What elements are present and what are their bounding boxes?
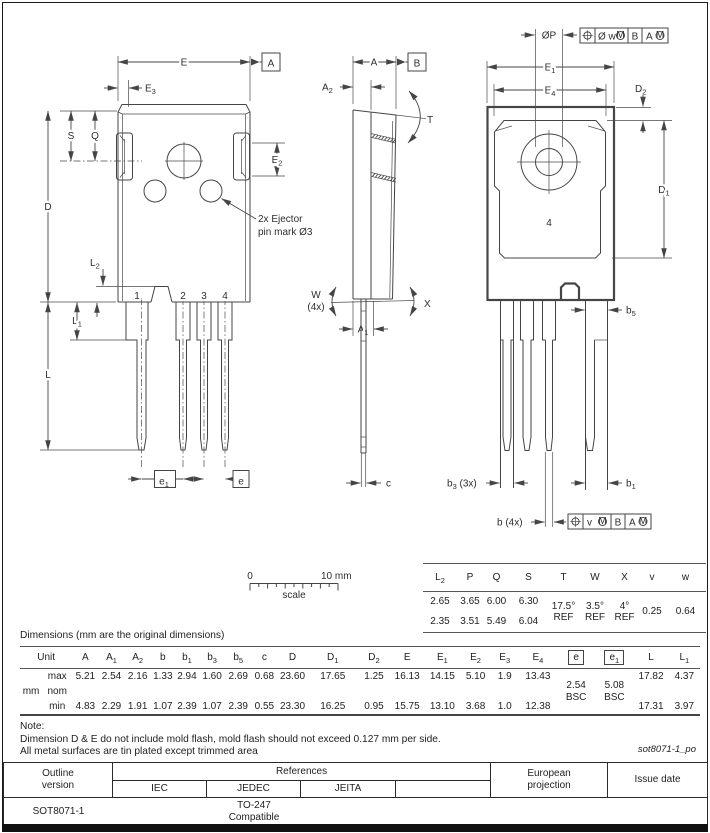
fcf-top-tolerance: Ø w: [598, 31, 616, 43]
dim-E2: [252, 143, 285, 176]
dim-label-D2: $D_2$: [635, 84, 647, 97]
aux-col-header: Q: [483, 564, 510, 592]
dim-col-header: $E_1$: [424, 647, 460, 669]
footer-data-row: [4, 798, 708, 826]
dim-label-E: E: [180, 57, 188, 69]
scale-bar: [247, 571, 351, 601]
dim-b5: [571, 306, 636, 319]
dim-min-value: 15.75: [394, 700, 420, 712]
scale-ten-label: 10 mm: [321, 571, 352, 582]
dim-nom-value: [308, 684, 358, 699]
ref-empty-header: [396, 781, 491, 798]
dim-b1: [571, 479, 636, 492]
dim-max-value: 4.37: [674, 670, 695, 682]
dim-col-header: c: [251, 647, 277, 669]
fcf-bottom-datum2: A: [629, 517, 636, 529]
dim-max-value: 2.54: [101, 670, 122, 682]
dim-max-value: 16.13: [394, 670, 420, 682]
dim-label-A1: $A_1$: [357, 324, 369, 337]
dim-col-header: $L_1$: [669, 647, 700, 669]
aux-col-header: T: [547, 564, 580, 592]
pin-number-4: 4: [222, 291, 228, 302]
dim-max-value: 2.69: [228, 670, 248, 682]
dim-label-E3: $E_3$: [145, 83, 156, 96]
aux-max-value: 6.00: [486, 596, 507, 608]
ref-iec-header: IEC: [113, 781, 207, 798]
dim-col-header: e: [557, 647, 595, 669]
dim-D: [40, 111, 116, 302]
back-view: [447, 28, 672, 529]
aux-col-header: v: [639, 564, 665, 592]
dim-label-b: b (4x): [497, 517, 523, 529]
dim-c: [346, 479, 391, 490]
back-bottom-notch: [561, 284, 579, 301]
dim-min-value: 0.95: [364, 700, 384, 712]
dim-nom-value: [669, 684, 700, 699]
dim-col-header: $b_1$: [175, 647, 199, 669]
datum-b-label: B: [413, 58, 421, 70]
dim-col-header: D: [277, 647, 307, 669]
ejector-pin-mark-left: [144, 180, 166, 202]
dim-nom-value: [277, 684, 307, 699]
bottom-notch: [151, 287, 172, 303]
dim-label-A2: $A_2$: [322, 82, 333, 95]
front-view: [40, 53, 313, 489]
unit-header: Unit: [20, 647, 72, 669]
dim-min-value: 1.91: [127, 700, 148, 712]
dim-min-value: 4.83: [75, 700, 96, 712]
dim-col-header: $D_2$: [358, 647, 390, 669]
dim-min-value: 3.97: [674, 700, 695, 712]
dim-min-value: 2.29: [101, 700, 122, 712]
dim-label-c: c: [386, 478, 391, 490]
dim-nom-value: [519, 684, 557, 699]
dim-label-X: X: [424, 299, 431, 310]
dim-max-value: 1.60: [202, 670, 222, 682]
dim-min-value: 1.0: [497, 700, 512, 712]
aux-col-header: S: [510, 564, 547, 592]
dim-bsc-value: 5.08 BSC: [604, 680, 625, 703]
dim-max-value: 1.9: [497, 670, 512, 682]
side-view: [307, 53, 433, 490]
aux-min-value: 6.04: [518, 616, 539, 628]
dim-max-value: 1.33: [153, 670, 173, 682]
dim-min-value: 0.55: [254, 700, 275, 712]
dim-nom-value: [358, 684, 390, 699]
dim-E4: [494, 84, 606, 116]
dim-nom-value: [151, 684, 175, 699]
dim-L1: [70, 303, 126, 341]
dim-nom-value: [251, 684, 277, 699]
dim-min-value: 16.25: [320, 700, 346, 712]
dim-nom-value: [98, 684, 124, 699]
dim-nom-value: [225, 684, 251, 699]
fcf-bottom-tolerance: v: [587, 517, 592, 529]
dim-col-header: A: [72, 647, 98, 669]
jedec-value: TO-247 Compatible: [228, 800, 280, 823]
pin-number-3: 3: [201, 291, 207, 302]
dim-col-header: $b_3$: [199, 647, 225, 669]
dim-col-header: $A_1$: [98, 647, 124, 669]
dim-max-value: 0.68: [254, 670, 275, 682]
dim-max-value: 1.25: [364, 670, 384, 682]
dim-S: [68, 111, 75, 161]
dim-label-E2: $E_2$: [271, 155, 283, 168]
mmc-modifier-icon: [656, 30, 664, 41]
ejector-note: [222, 199, 313, 239]
dim-nom-value: [199, 684, 225, 699]
dim-A1: [339, 301, 388, 337]
footer-table: [3, 762, 708, 826]
aux-max-value: 2.65: [430, 596, 450, 608]
dim-min-value: 13.10: [429, 700, 455, 712]
main-dimension-table: [20, 646, 700, 716]
dim-E3: [104, 80, 156, 107]
mmc-modifier-icon: [598, 516, 606, 527]
dim-col-header: b: [151, 647, 175, 669]
ejector-pin-mark-right: [200, 180, 222, 202]
dim-label-b5: $b_5$: [626, 305, 636, 318]
dim-col-header: L: [633, 647, 668, 669]
dim-max-value: 5.10: [465, 670, 486, 682]
note-line: All metal surfaces are tin plated except trimmed area: [20, 746, 258, 758]
issue-date-header: Issue date: [608, 763, 708, 798]
references-header: References: [113, 763, 491, 781]
pin-1: [126, 302, 148, 450]
dim-max-value: 14.15: [429, 670, 455, 682]
note-line: Dimension D & E do not include mold flash, mold flash should not exceed 0.127 mm per side.: [20, 733, 441, 745]
dim-max-value: 17.82: [638, 670, 664, 682]
dim-min-value: 23.30: [280, 700, 306, 712]
dim-max-value: 17.65: [320, 670, 346, 682]
aux-max-value: 3.65: [460, 596, 480, 608]
dim-nom-value: [460, 684, 490, 699]
ejector-note-line1: 2x Ejector: [258, 214, 303, 225]
aux-value: 4° REF: [614, 600, 635, 623]
dim-label-E1: $E_1$: [544, 62, 556, 75]
aux-col-header: w: [665, 564, 706, 592]
dim-min-value: 2.39: [177, 700, 197, 712]
dim-label-W: W: [311, 290, 321, 301]
mmc-modifier-icon: [639, 516, 647, 527]
dim-label-b1: $b_1$: [626, 478, 636, 491]
dim-max-value: 2.94: [177, 670, 197, 682]
aux-dimension-table: [423, 563, 706, 633]
dim-col-header: $E_3$: [491, 647, 519, 669]
dim-b: [497, 518, 566, 529]
aux-min-value: 3.51: [460, 616, 480, 628]
aux-col-header: $L_2$: [423, 564, 457, 592]
pin-number-1: 1: [134, 291, 140, 302]
dim-label-b3: $b_3$ (3x): [447, 478, 477, 491]
dim-col-header: $e_1$: [595, 647, 633, 669]
ref-jeita-header: JEITA: [301, 781, 396, 798]
aux-min-value: 2.35: [430, 616, 450, 628]
dim-nom-value: [424, 684, 460, 699]
unit-value: mm: [22, 685, 40, 697]
dim-label-D1: $D_1$: [658, 185, 670, 198]
dim-Q: [91, 111, 99, 161]
dim-label-E4: $E_4$: [544, 85, 556, 98]
drawing-code: sot8071-1_po: [637, 744, 696, 755]
outline-version-header: Outline version: [4, 763, 113, 798]
footer-black-bar: [2, 824, 708, 832]
dim-D1: [612, 121, 672, 259]
aux-value: 0.64: [675, 606, 696, 618]
dim-A: [353, 58, 396, 69]
dim-min-value: 17.31: [638, 700, 664, 712]
ref-jedec-header: JEDEC: [207, 781, 301, 798]
dim-label-L2: $L_2$: [90, 258, 100, 271]
dim-label-OP: ØP: [541, 30, 557, 42]
dim-max-value: 2.16: [127, 670, 148, 682]
dim-E: [118, 56, 250, 101]
dim-label-L1: $L_1$: [72, 316, 82, 329]
fcf-top-datum2: A: [646, 31, 653, 43]
svg-text:M: M: [598, 516, 607, 527]
dim-min-value: 1.07: [202, 700, 222, 712]
aux-col-header: W: [580, 564, 610, 592]
dim-min-value: 2.39: [228, 700, 248, 712]
dim-nom-value: [125, 684, 151, 699]
datum-b-flag: [397, 53, 426, 71]
dim-nom-value: [633, 684, 668, 699]
dim-col-header: E: [390, 647, 424, 669]
scale-zero-label: 0: [247, 571, 253, 582]
svg-text:M: M: [616, 30, 625, 41]
dim-label-S: S: [67, 131, 75, 142]
aux-value: 3.5° REF: [585, 600, 605, 623]
dim-nom-value: [72, 684, 98, 699]
dim-bsc-value: 2.54 BSC: [565, 680, 587, 703]
dim-max-value: 5.21: [75, 670, 96, 682]
dim-e1: [128, 471, 196, 490]
note-title: Note:: [20, 721, 45, 732]
dim-L: [40, 303, 140, 451]
dim-label-A: A: [370, 57, 378, 69]
row-label: nom: [47, 685, 67, 697]
fcf-bottom-datum1: B: [614, 517, 622, 529]
datum-a-label: A: [267, 58, 275, 70]
dim-label-e: e: [238, 476, 244, 488]
dim-nom-value: [175, 684, 199, 699]
dim-min-value: 12.38: [525, 700, 551, 712]
dim-label-D: D: [44, 202, 52, 213]
back-leads: [501, 300, 608, 527]
aux-max-value: 6.30: [518, 596, 539, 608]
ejector-note-line2: pin mark Ø3: [258, 227, 313, 238]
dim-min-value: 1.07: [153, 700, 173, 712]
dim-label-Q: Q: [91, 131, 99, 142]
mmc-modifier-icon: [616, 30, 624, 41]
svg-text:M: M: [638, 516, 648, 527]
dim-b3: [447, 479, 528, 492]
aux-col-header: P: [457, 564, 483, 592]
dim-max-value: 23.60: [280, 670, 306, 682]
dim-col-header: $D_1$: [308, 647, 358, 669]
dim-col-header: $E_2$: [460, 647, 490, 669]
tab-pin-number: 4: [546, 218, 552, 229]
aux-value: 0.25: [642, 606, 662, 618]
scale-caption: scale: [282, 590, 306, 601]
dim-X: [410, 287, 431, 316]
svg-text:M: M: [655, 30, 665, 41]
row-label: min: [49, 700, 66, 712]
dim-W: [307, 287, 336, 316]
row-label: max: [47, 670, 67, 682]
aux-value: 17.5° REF: [551, 600, 576, 623]
dim-col-header: $E_4$: [519, 647, 557, 669]
back-body-outline: [488, 107, 615, 300]
note-block: [20, 721, 441, 759]
feature-control-frame-bottom: [568, 514, 651, 529]
dim-e: [191, 471, 250, 488]
dim-col-header: $b_5$: [225, 647, 251, 669]
european-projection-header: European projection: [491, 763, 608, 798]
dim-A2: [322, 80, 385, 110]
aux-col-header: X: [610, 564, 639, 592]
dim-label-e1: $e_1$: [159, 476, 169, 489]
fcf-top-datum1: B: [631, 31, 639, 43]
pin-number-2: 2: [180, 291, 186, 302]
dimensions-caption: Dimensions (mm are the original dimensions): [20, 630, 225, 641]
dim-min-value: 3.68: [465, 700, 486, 712]
aux-min-value: 5.49: [486, 616, 507, 628]
heatsink-tab-outline: [495, 121, 606, 259]
dim-nom-value: [390, 684, 424, 699]
outline-version-value: SOT8071-1: [32, 805, 85, 817]
dim-label-L: L: [45, 370, 51, 381]
feature-control-frame-top: [580, 28, 668, 43]
dim-max-value: 13.43: [525, 670, 551, 682]
dim-D2: [607, 84, 672, 133]
dim-col-header: $A_2$: [125, 647, 151, 669]
dim-label-W-qty: (4x): [307, 302, 325, 313]
dim-label-T: T: [427, 115, 434, 126]
datum-a-flag: [251, 53, 280, 71]
dim-nom-value: [491, 684, 519, 699]
